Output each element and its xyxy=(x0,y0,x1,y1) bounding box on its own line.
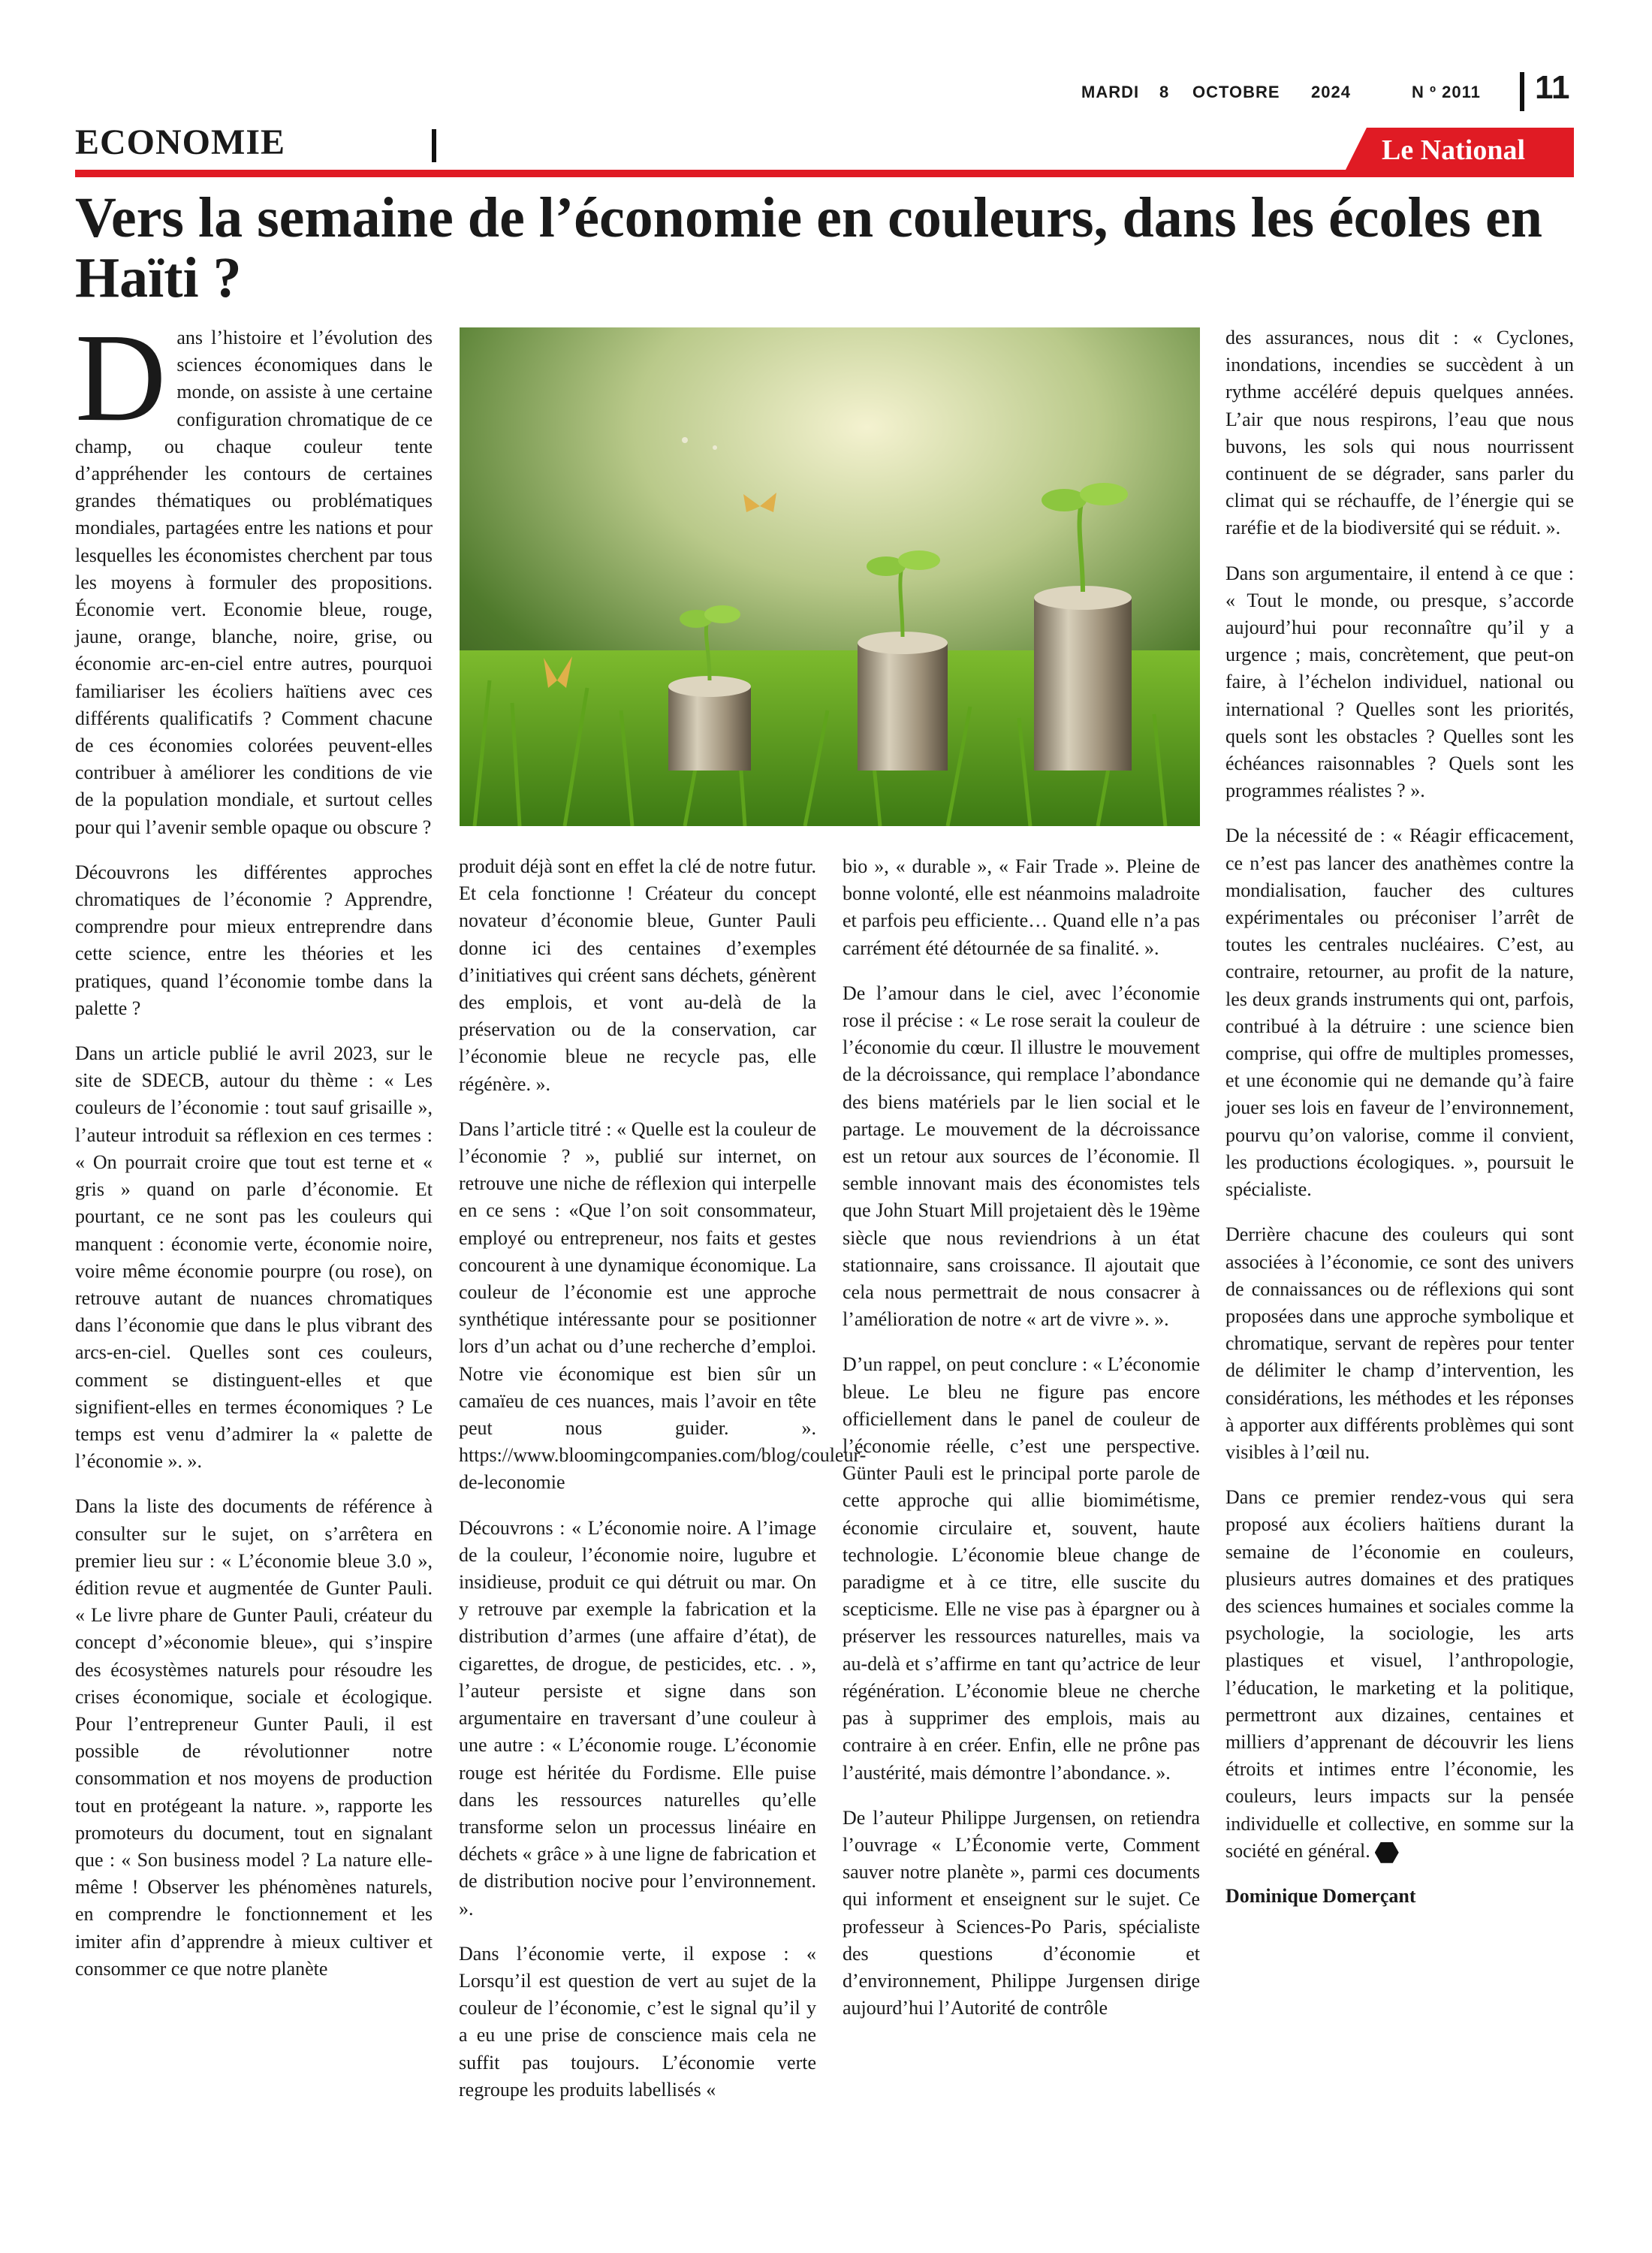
paragraph: bio », « durable », « Fair Trade ». Pleine de bonne volonté, elle est néanmoins maladroite et parfois peu efficiente… Quand elle n’a pas carrément été détournée de sa finalité. ». xyxy=(843,855,1200,959)
paragraph: Dans l’économie verte, il expose : « Lorsqu’il est question de vert au sujet de la couleur de l’économie, c’est le signal qu’il y a eu une prise de conscience mais cela ne suffit pas toujours. L’économie verte regroupe les produits labellisés « xyxy=(459,1942,816,2101)
end-of-article-icon xyxy=(1375,1842,1399,1863)
article-column-3 xyxy=(843,853,1200,2040)
paragraph: produit déjà sont en effet la clé de notre futur. Et cela fonctionne ! Créateur du concept novateur d’économie bleue, Gunter Pauli donne ici des centaines d’exemples d’initiatives qui créent sans déchets, génèrent des emplois, et vont au-delà de la préservation ou de la conservation, car l’économie bleue ne recycle pas, elle régénère. ». xyxy=(459,855,816,1095)
section-title: ECONOMIE xyxy=(75,122,286,162)
paragraph: De l’amour dans le ciel, avec l’économie rose il précise : « Le rose serait la couleur de l’économie du cœur. Il illustre le mouvement de la décroissance, qui remplace l’abondance des biens matériels par le lien social et le partage. Le mouvement de la décroissance est un retour aux sources de l’économie. Il semble innovant mais des économistes tels que John Stuart Mill projetaient dès le 19ème siècle que nous reviendrions à un état stationnaire, sans croissance. Il ajoutait que cela nous permettrait de nous consacrer à l’amélioration de notre « art de vivre ». ». xyxy=(843,982,1200,1331)
paragraph: Dans l’histoire et l’évolution des sciences économiques dans le monde, on assiste à une certaine configuration chromatique de ce champ, ou chaque couleur tente d’appréhender les contours de certaines grandes thématiques ou problématiques mondiales, partagées entre les nations et pour lesquelles les économistes cherchent par tous les moyens à formuler des propositions. Économie vert. Economie bleue, rouge, jaune, orange, blanche, noire, grise, ou économie arc-en-ciel entre autres, pourquoi familiariser les écoliers haïtiens avec ces différents qualificatifs ? Comment chacune de ces économies colorées peuvent-elles contribuer à améliorer les conditions de vie de la population mondiale, et surtout celles pour qui l’avenir semble opaque ou obscure ? xyxy=(75,308,433,838)
article-photo xyxy=(460,327,1200,826)
paragraph: Dans l’article titré : « Quelle est la couleur de l’économie ? », publié sur internet, on retrouve une niche de réflexion qui interpelle en ce sens : «Que l’on soit consommateur, employé ou entrepreneur, nos faits et gestes concourent à une dynamique économique. La couleur de l’économie est une approche synthétique intéressante pour se positionner lors d’un achat ou d’une recherche d’emploi. Notre vie économique est bien sûr un camaïeu de ces nuances, mais l’avoir en tête peut nous guider. ». https://www.bloomingcompanies.com/blog/couleur-de-leconomie xyxy=(459,1117,867,1494)
paragraph: Derrière chacune des couleurs qui sont associées à l’économie, ce sont des univers de connaissances ou de réflexions qui sont proposées dans une approche symbolique et chromatique, servant de repères pour tenter de délimiter le champ d’intervention, les considérations, les méthodes et les réponses à apporter aux différents problèmes qui sont visibles à l’œil nu. xyxy=(1225,1223,1574,1463)
drop-cap: D xyxy=(75,308,167,448)
paragraph: Découvrons : « L’économie noire. A l’image de la couleur, l’économie noire, lugubre et insidieuse, produit ce qui détruit ou mar. On y retrouve par exemple la fabrication et la distribution d’armes (une affaire d’état), de cigarettes, de drogue, de pesticides, etc. . », l’auteur persiste et signe dans son argumentaire en traversant d’une couleur à une autre : « L’économie rouge. L’économie rouge est héritée du Fordisme. Elle puise dans les ressources naturelles qu’elle transforme selon un processus linéaire en déchets « grâce » à une ligne de fabrication et de distribution nocive pour l’environnement. ». xyxy=(459,1516,816,1920)
issue-info xyxy=(1081,75,1502,108)
newspaper-brand: Le National xyxy=(1382,134,1526,166)
paragraph: Découvrons les différentes approches chromatiques de l’économie ? Apprendre, comprendre pour mieux entreprendre dans cette science, entre les théories et les pratiques, quand l’économie tombe dans la palette ? xyxy=(75,861,433,1019)
article-author: Dominique Domerçant xyxy=(1225,1884,1416,1907)
issue-date: 8 xyxy=(1159,83,1170,101)
paragraph: D’un rappel, on peut conclure : « L’économie bleue. Le bleu ne figure pas encore officiellement dans le panel de couleur de l’économie réelle, c’est une perspective. Günter Pauli est le principal porte parole de cette approche qui allie biomimétisme, économie circulaire et, souvent, haute technologie. L’économie bleue change de paradigme et à ce titre, elle suscite du scepticisme. Elle ne vise pas à épargner ou à préserver les ressources naturelles, mais va au-delà et s’affirme en tant qu’actrice de leur régénération. L’économie bleue ne cherche pas à supprimer des emplois, mais au contraire à en créer. Enfin, elle ne prône pas l’austérité, mais démontre l’abondance. ». xyxy=(843,1353,1200,1784)
issue-number: N º 2011 xyxy=(1412,83,1481,101)
paragraph: Dans la liste des documents de référence à consulter sur le sujet, on s’arrêtera en premier lieu sur : « L’économie bleue 3.0 », édition revue et augmentée de Gunter Pauli. « Le livre phare de Gunter Pauli, créateur du concept d’»économie bleue», qui s’inspire des écosystèmes naturels pour résoudre les crises économique, sociale et écologique. Pour l’entrepreneur Gunter Pauli, il est possible de révolutionner notre consommation et nos moyens de production tout en protégeant la nature. », rapporte les promoteurs du document, tout en signalant que : « Son business model ? La nature elle-même ! Observer les phénomènes naturels, en comprendre le fonctionnement et les imiter afin d’apprendre à mieux cultiver et consommer ce que notre planète xyxy=(75,1495,433,1980)
paragraph: Dans un article publié le avril 2023, sur le site de SDECB, autour du thème : « Les couleurs de l’économie : tout sauf grisaille », l’auteur introduit sa réflexion en ces termes : « On pourrait croire que tout est terne et « gris » quand on parle d’économie. Et pourtant, ce ne sont pas les couleurs qui manquent : économie verte, économie noire, voire même économie pourpre (ou rose), on retrouve autant de nuances chromatiques dans l’économie que dans le plus vibrant des arcs-en-ciel. Quelles sont ces couleurs, comment se distinguent-elles et que signifient-elles en termes économiques ? Le temps est venu d’admirer la « palette de l’économie ». ». xyxy=(75,1042,433,1473)
issue-month: OCTOBRE xyxy=(1192,83,1280,101)
coins-seedlings-image xyxy=(460,327,1200,826)
paragraph: De l’auteur Philippe Jurgensen, on retiendra l’ouvrage « L’Économie verte, Comment sauver notre planète », parmi ces documents qui informent et enseignent sur le sujet. Ce professeur à Sciences-Po Paris, spécialiste des questions d’économie et d’environnement, Philippe Jurgensen dirige aujourd’hui l’Autorité de contrôle xyxy=(843,1806,1200,2019)
issue-day: MARDI xyxy=(1081,83,1140,101)
paragraph: Dans ce premier rendez-vous qui sera proposé aux écoliers haïtiens durant la semaine de l’économie en couleurs, plusieurs autres domaines et des pratiques des sciences humaines et sociales comme la psychologie, la sociologie, les arts plastiques et visuel, l’anthropologie, l’éducation, le marketing et la politique, permettront aux dizaines, centaines et milliers d’apprenant de découvrir les liens étroits et intimes entre l’économie, les couleurs, leurs impacts sur la pensée individuelle et collective, en somme sur la société en général. xyxy=(1225,1484,1574,1865)
article-column-4 xyxy=(1225,324,1574,1928)
header-rule xyxy=(75,170,1574,177)
article-column-2 xyxy=(459,853,867,2122)
article-column-1 xyxy=(75,308,433,2001)
article-headline: Vers la semaine de l’économie en couleurs, dans les écoles en Haïti ? xyxy=(75,186,1542,309)
paragraph: De la nécessité de : « Réagir efficacement, ce n’est pas lancer des anathèmes contre la mondialisation, faucher des cultures expérimentales ou préconiser l’arrêt de toutes les centrales nucléaires. C’est, au contraire, retourner, au profit de la nature, les deux grands instruments qui ont, parfois, contribué à la détruire : une science bien comprise, qui offre de multiples promesses, et une économie qui ne demande qu’à faire jouer ses lois en faveur de l’environnement, pourvu qu’on valorise, comme il convient, les productions écologiques. », poursuit le spécialiste. xyxy=(1225,825,1574,1201)
paragraph: des assurances, nous dit : « Cyclones, inondations, incendies se succèdent à un rythme accéléré depuis quelques années. L’air que nous respirons, l’eau que nous buvons, les sols qui nous nourrissent continuent de se dégrader, sans parler du climat qui se réchauffe, de l’énergie qui se raréfie et de la biodiversité qui se réduit. ». xyxy=(1225,327,1574,539)
issue-year: 2024 xyxy=(1311,83,1351,101)
page-number: 11 xyxy=(1535,69,1570,106)
paragraph: Dans son argumentaire, il entend à ce que : « Tout le monde, ou presque, s’accorde aujourd’hui pour reconnaître qu’il y a urgence ; mais, concrètement, que peut-on faire, à l’échelon individuel, national ou international ? Quelles sont les priorités, quels sont les obstacles ? Quelles sont les échéances raisonnables ? Quels sont les programmes réalistes ? ». xyxy=(1225,562,1574,802)
page-divider xyxy=(1520,72,1524,111)
section-divider xyxy=(432,129,436,162)
